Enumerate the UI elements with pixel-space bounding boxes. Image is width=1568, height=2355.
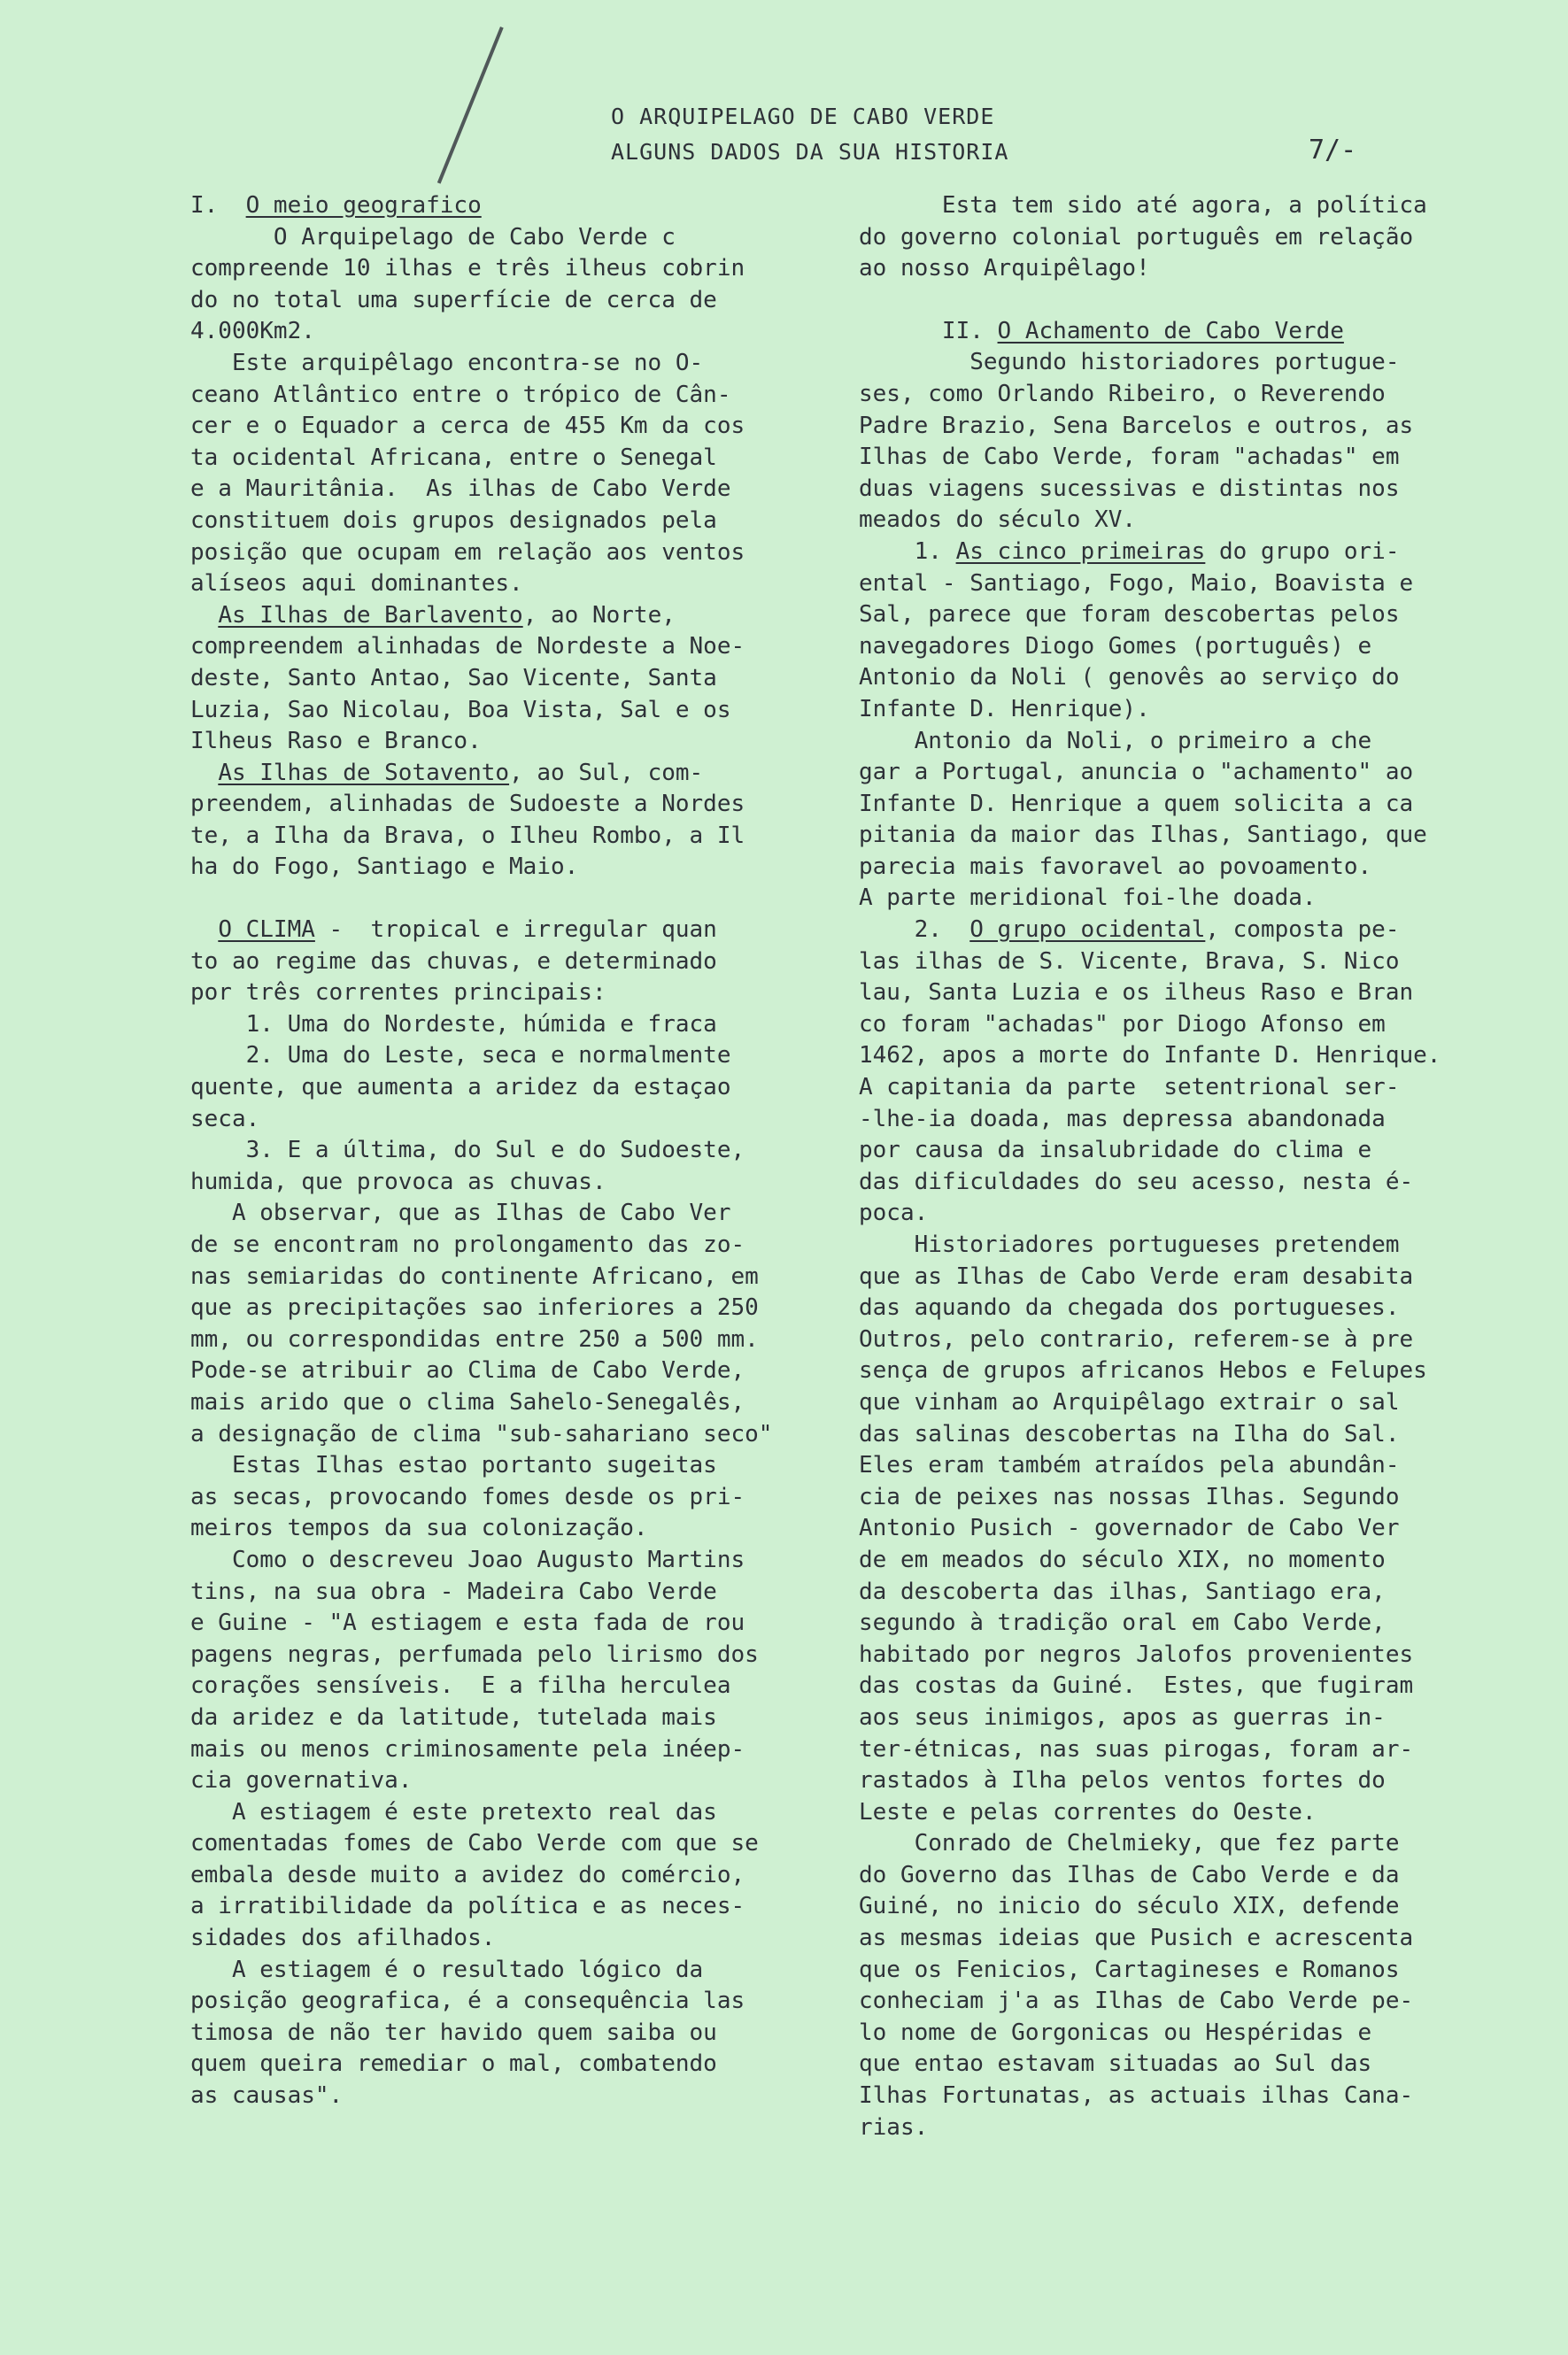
text-line: ceano Atlântico entre o trópico de Cân- <box>190 381 731 408</box>
text-line: Guiné, no inicio do século XIX, defende <box>859 1893 1400 1920</box>
text-line: Infante D. Henrique). <box>859 695 1150 722</box>
text-line: aos seus inimigos, apos as guerras in- <box>859 1703 1386 1731</box>
text-line: co foram "achadas" por Diogo Afonso em <box>859 1010 1386 1038</box>
text-line: A parte meridional foi-lhe doada. <box>859 884 1317 912</box>
text-line: A estiagem é este pretexto real das <box>190 1798 717 1826</box>
text-line: 1462, apos a morte do Infante D. Henrique. <box>859 1042 1441 1069</box>
text-line: Antonio da Noli ( genovês ao serviço do <box>859 664 1400 691</box>
text-line: das aquando da chegada dos portugueses. <box>859 1294 1400 1322</box>
text-line: Antonio Pusich - governador de Cabo Ver <box>859 1515 1400 1542</box>
text-line: 1. Uma do Nordeste, húmida e fraca <box>190 1010 717 1038</box>
text-line: 3. E a última, do Sul e do Sudoeste, <box>190 1137 745 1164</box>
text-line: tins, na sua obra - Madeira Cabo Verde <box>190 1578 717 1605</box>
text-line: que as precipitações sao inferiores a 250 <box>190 1294 759 1322</box>
text-line: alíseos aqui dominantes. <box>190 570 523 598</box>
text-line: cia de peixes nas nossas Ilhas. Segundo <box>859 1483 1400 1510</box>
text-line: Antonio da Noli, o primeiro a che <box>859 727 1372 754</box>
text-line: ta ocidental Africana, entre o Senegal <box>190 444 717 471</box>
right-column <box>859 190 1479 2143</box>
text-line: Luzia, Sao Nicolau, Boa Vista, Sal e os <box>190 696 731 723</box>
text-line: te, a Ilha da Brava, o Ilheu Rombo, a Il <box>190 822 745 849</box>
text-line: que as Ilhas de Cabo Verde eram desabita <box>859 1262 1414 1290</box>
subheading-barlavento: As Ilhas de Barlavento, ao Norte, <box>218 601 676 629</box>
text-line: rias. <box>859 2113 929 2141</box>
text-line: de em meados do século XIX, no momento <box>859 1546 1386 1573</box>
text-line: seca. <box>190 1105 260 1132</box>
text-line: mais ou menos criminosamente pela inéep- <box>190 1735 745 1763</box>
text-line: preendem, alinhadas de Sudoeste a Nordes <box>190 791 745 818</box>
text-line: timosa de não ter havido quem saiba ou <box>190 2019 717 2046</box>
text-line: conheciam j'a as Ilhas de Cabo Verde pe- <box>859 1988 1414 2015</box>
text-line: Pode-se atribuir ao Clima de Cabo Verde, <box>190 1357 745 1385</box>
text-line: compreendem alinhadas de Nordeste a Noe- <box>190 633 745 660</box>
text-line: das dificuldades do seu acesso, nesta é- <box>859 1168 1414 1195</box>
text-line: Conrado de Chelmieky, que fez parte <box>859 1830 1400 1857</box>
text-line: gar a Portugal, anuncia o "achamento" ao <box>859 759 1414 786</box>
text-line: Padre Brazio, Sena Barcelos e outros, as <box>859 412 1414 439</box>
pen-slash-mark <box>437 27 504 184</box>
text-line: Sal, parece que foram descobertas pelos <box>859 601 1400 629</box>
text-line: 2. Uma do Leste, seca e normalmente <box>190 1042 731 1069</box>
text-line: quente, que aumenta a aridez da estaçao <box>190 1074 731 1101</box>
left-column <box>190 190 801 2112</box>
text-line: rastados à Ilha pelos ventos fortes do <box>859 1767 1386 1795</box>
text-line: parecia mais favoravel ao povoamento. <box>859 853 1372 880</box>
text-line: 4.000Km2. <box>190 318 315 345</box>
text-line: Esta tem sido até agora, a política <box>859 192 1427 219</box>
subheading-grupo-ocidental: 2. O grupo ocidental, composta pe- <box>859 916 1400 944</box>
text-line: que os Fenicios, Cartagineses e Romanos <box>859 1956 1400 1983</box>
text-line: A capitania da parte setentrional ser- <box>859 1074 1400 1101</box>
text-line: de se encontram no prolongamento das zo- <box>190 1232 745 1258</box>
text-line: das salinas descobertas na Ilha do Sal. <box>859 1420 1400 1448</box>
text-line: quem queira remediar o mal, combatendo <box>190 2050 717 2078</box>
text-line: O Arquipelago de Cabo Verde c <box>190 223 676 251</box>
text-line: Leste e pelas correntes do Oeste. <box>859 1798 1317 1826</box>
text-line: meiros tempos da sua colonização. <box>190 1515 648 1542</box>
text-line: pagens negras, perfumada pelo lirismo dos <box>190 1641 759 1668</box>
text-line: navegadores Diogo Gomes (português) e <box>859 632 1372 660</box>
text-line: Como o descreveu Joao Augusto Martins <box>190 1546 745 1573</box>
paragraph-gap <box>190 884 801 915</box>
text-line: ha do Fogo, Santiago e Maio. <box>190 853 579 881</box>
text-line: ter-étnicas, nas suas pirogas, foram ar- <box>859 1735 1414 1763</box>
text-line: Ilheus Raso e Branco. <box>190 728 482 755</box>
text-line: Infante D. Henrique a quem solicita a ca <box>859 790 1414 817</box>
text-line: corações sensíveis. E a filha herculea <box>190 1672 731 1700</box>
text-line: da descoberta das ilhas, Santiago era, <box>859 1578 1386 1605</box>
text-line: Outros, pelo contrario, referem-se à pre <box>859 1325 1414 1353</box>
text-line: embala desde muito a avidez do comércio, <box>190 1861 745 1888</box>
text-line: sença de grupos africanos Hebos e Felupes <box>859 1357 1427 1385</box>
text-line: lo nome de Gorgonicas ou Hespéridas e <box>859 2019 1372 2046</box>
text-line: comentadas fomes de Cabo Verde com que se <box>190 1830 759 1857</box>
text-line: da aridez e da latitude, tutelada mais <box>190 1703 717 1731</box>
text-line: constituem dois grupos designados pela <box>190 506 717 534</box>
text-line: segundo à tradição oral em Cabo Verde, <box>859 1610 1386 1637</box>
text-line: Historiadores portugueses pretendem <box>859 1232 1400 1258</box>
section-heading-achamento: II. O Achamento de Cabo Verde <box>859 317 1344 344</box>
text-line: mais arido que o clima Sahelo-Senegalês, <box>190 1388 745 1416</box>
section-heading-meio-geografico: I. O meio geografico <box>190 192 482 219</box>
text-line: ao nosso Arquipêlago! <box>859 255 1150 282</box>
text-line: las ilhas de S. Vicente, Brava, S. Nico <box>859 947 1400 975</box>
text-line: ental - Santiago, Fogo, Maio, Boavista e <box>859 569 1414 597</box>
text-line: cer e o Equador a cerca de 455 Km da cos <box>190 413 745 440</box>
text-line: poca. <box>859 1200 929 1227</box>
text-line: sidades dos afilhados. <box>190 1925 496 1952</box>
text-line: duas viagens sucessivas e distintas nos <box>859 475 1400 502</box>
text-line: as causas". <box>190 2082 344 2110</box>
text-line: to ao regime das chuvas, e determinado <box>190 947 717 975</box>
text-line: Eles eram também atraídos pela abundân- <box>859 1452 1400 1479</box>
text-line: -lhe-ia doada, mas depressa abandonada <box>859 1105 1386 1132</box>
text-line: a designação de clima "sub-sahariano seco" <box>190 1420 773 1448</box>
text-line: do governo colonial português em relação <box>859 223 1414 251</box>
text-line: deste, Santo Antao, Sao Vicente, Santa <box>190 664 717 691</box>
document-title: O ARQUIPELAGO DE CABO VERDE <box>611 104 995 129</box>
text-line: meados do século XV. <box>859 506 1137 534</box>
subheading-cinco-primeiras: 1. As cinco primeiras do grupo ori- <box>859 537 1400 565</box>
text-line: A observar, que as Ilhas de Cabo Ver <box>190 1200 731 1227</box>
text-line: posição geografica, é a consequência las <box>190 1988 745 2015</box>
text-line: mm, ou correspondidas entre 250 a 500 mm. <box>190 1325 759 1353</box>
text-line: ses, como Orlando Ribeiro, o Reverendo <box>859 380 1386 407</box>
document-header <box>611 99 1008 170</box>
text-line: A estiagem é o resultado lógico da <box>190 1956 704 1983</box>
document-subtitle: ALGUNS DADOS DA SUA HISTORIA <box>611 139 1009 165</box>
text-line: posição que ocupam em relação aos ventos <box>190 538 745 566</box>
text-line: as secas, provocando fomes desde os pri- <box>190 1483 745 1510</box>
text-line: e Guine - "A estiagem e esta fada de rou <box>190 1610 745 1637</box>
text-line: das costas da Guiné. Estes, que fugiram <box>859 1672 1414 1700</box>
text-line: humida, que provoca as chuvas. <box>190 1168 606 1195</box>
text-line: habitado por negros Jalofos provenientes <box>859 1641 1414 1668</box>
text-line: compreende 10 ilhas e três ilheus cobrin <box>190 255 745 282</box>
text-line: a irratibilidade da política e as neces- <box>190 1893 745 1920</box>
text-line: Ilhas Fortunatas, as actuais ilhas Cana- <box>859 2082 1414 2110</box>
paragraph-gap <box>859 285 1479 316</box>
text-line: que entao estavam situadas ao Sul das <box>859 2050 1372 2078</box>
text-line: Ilhas de Cabo Verde, foram "achadas" em <box>859 444 1400 471</box>
text-line: por causa da insalubridade do clima e <box>859 1137 1372 1164</box>
text-line: pitania da maior das Ilhas, Santiago, que <box>859 822 1427 849</box>
text-line: nas semiaridas do continente Africano, em <box>190 1262 759 1290</box>
page-number: 7/- <box>1309 135 1357 166</box>
subheading-clima: O CLIMA - tropical e irregular quan <box>218 916 717 944</box>
text-line: e a Mauritânia. As ilhas de Cabo Verde <box>190 475 731 503</box>
text-line: do Governo das Ilhas de Cabo Verde e da <box>859 1861 1400 1888</box>
text-line: Este arquipêlago encontra-se no O- <box>190 349 704 376</box>
text-line: as mesmas ideias que Pusich e acrescenta <box>859 1925 1414 1952</box>
text-line: do no total uma superfície de cerca de <box>190 286 717 313</box>
text-line: cia governativa. <box>190 1767 413 1795</box>
text-line: lau, Santa Luzia e os ilheus Raso e Bran <box>859 979 1414 1007</box>
text-line: Estas Ilhas estao portanto sugeitas <box>190 1452 717 1479</box>
text-line: por três correntes principais: <box>190 979 606 1007</box>
subheading-sotavento: As Ilhas de Sotavento, ao Sul, com- <box>218 759 704 786</box>
text-line: Segundo historiadores portugue- <box>859 349 1400 376</box>
text-line: que vinham ao Arquipêlago extrair o sal <box>859 1388 1400 1416</box>
